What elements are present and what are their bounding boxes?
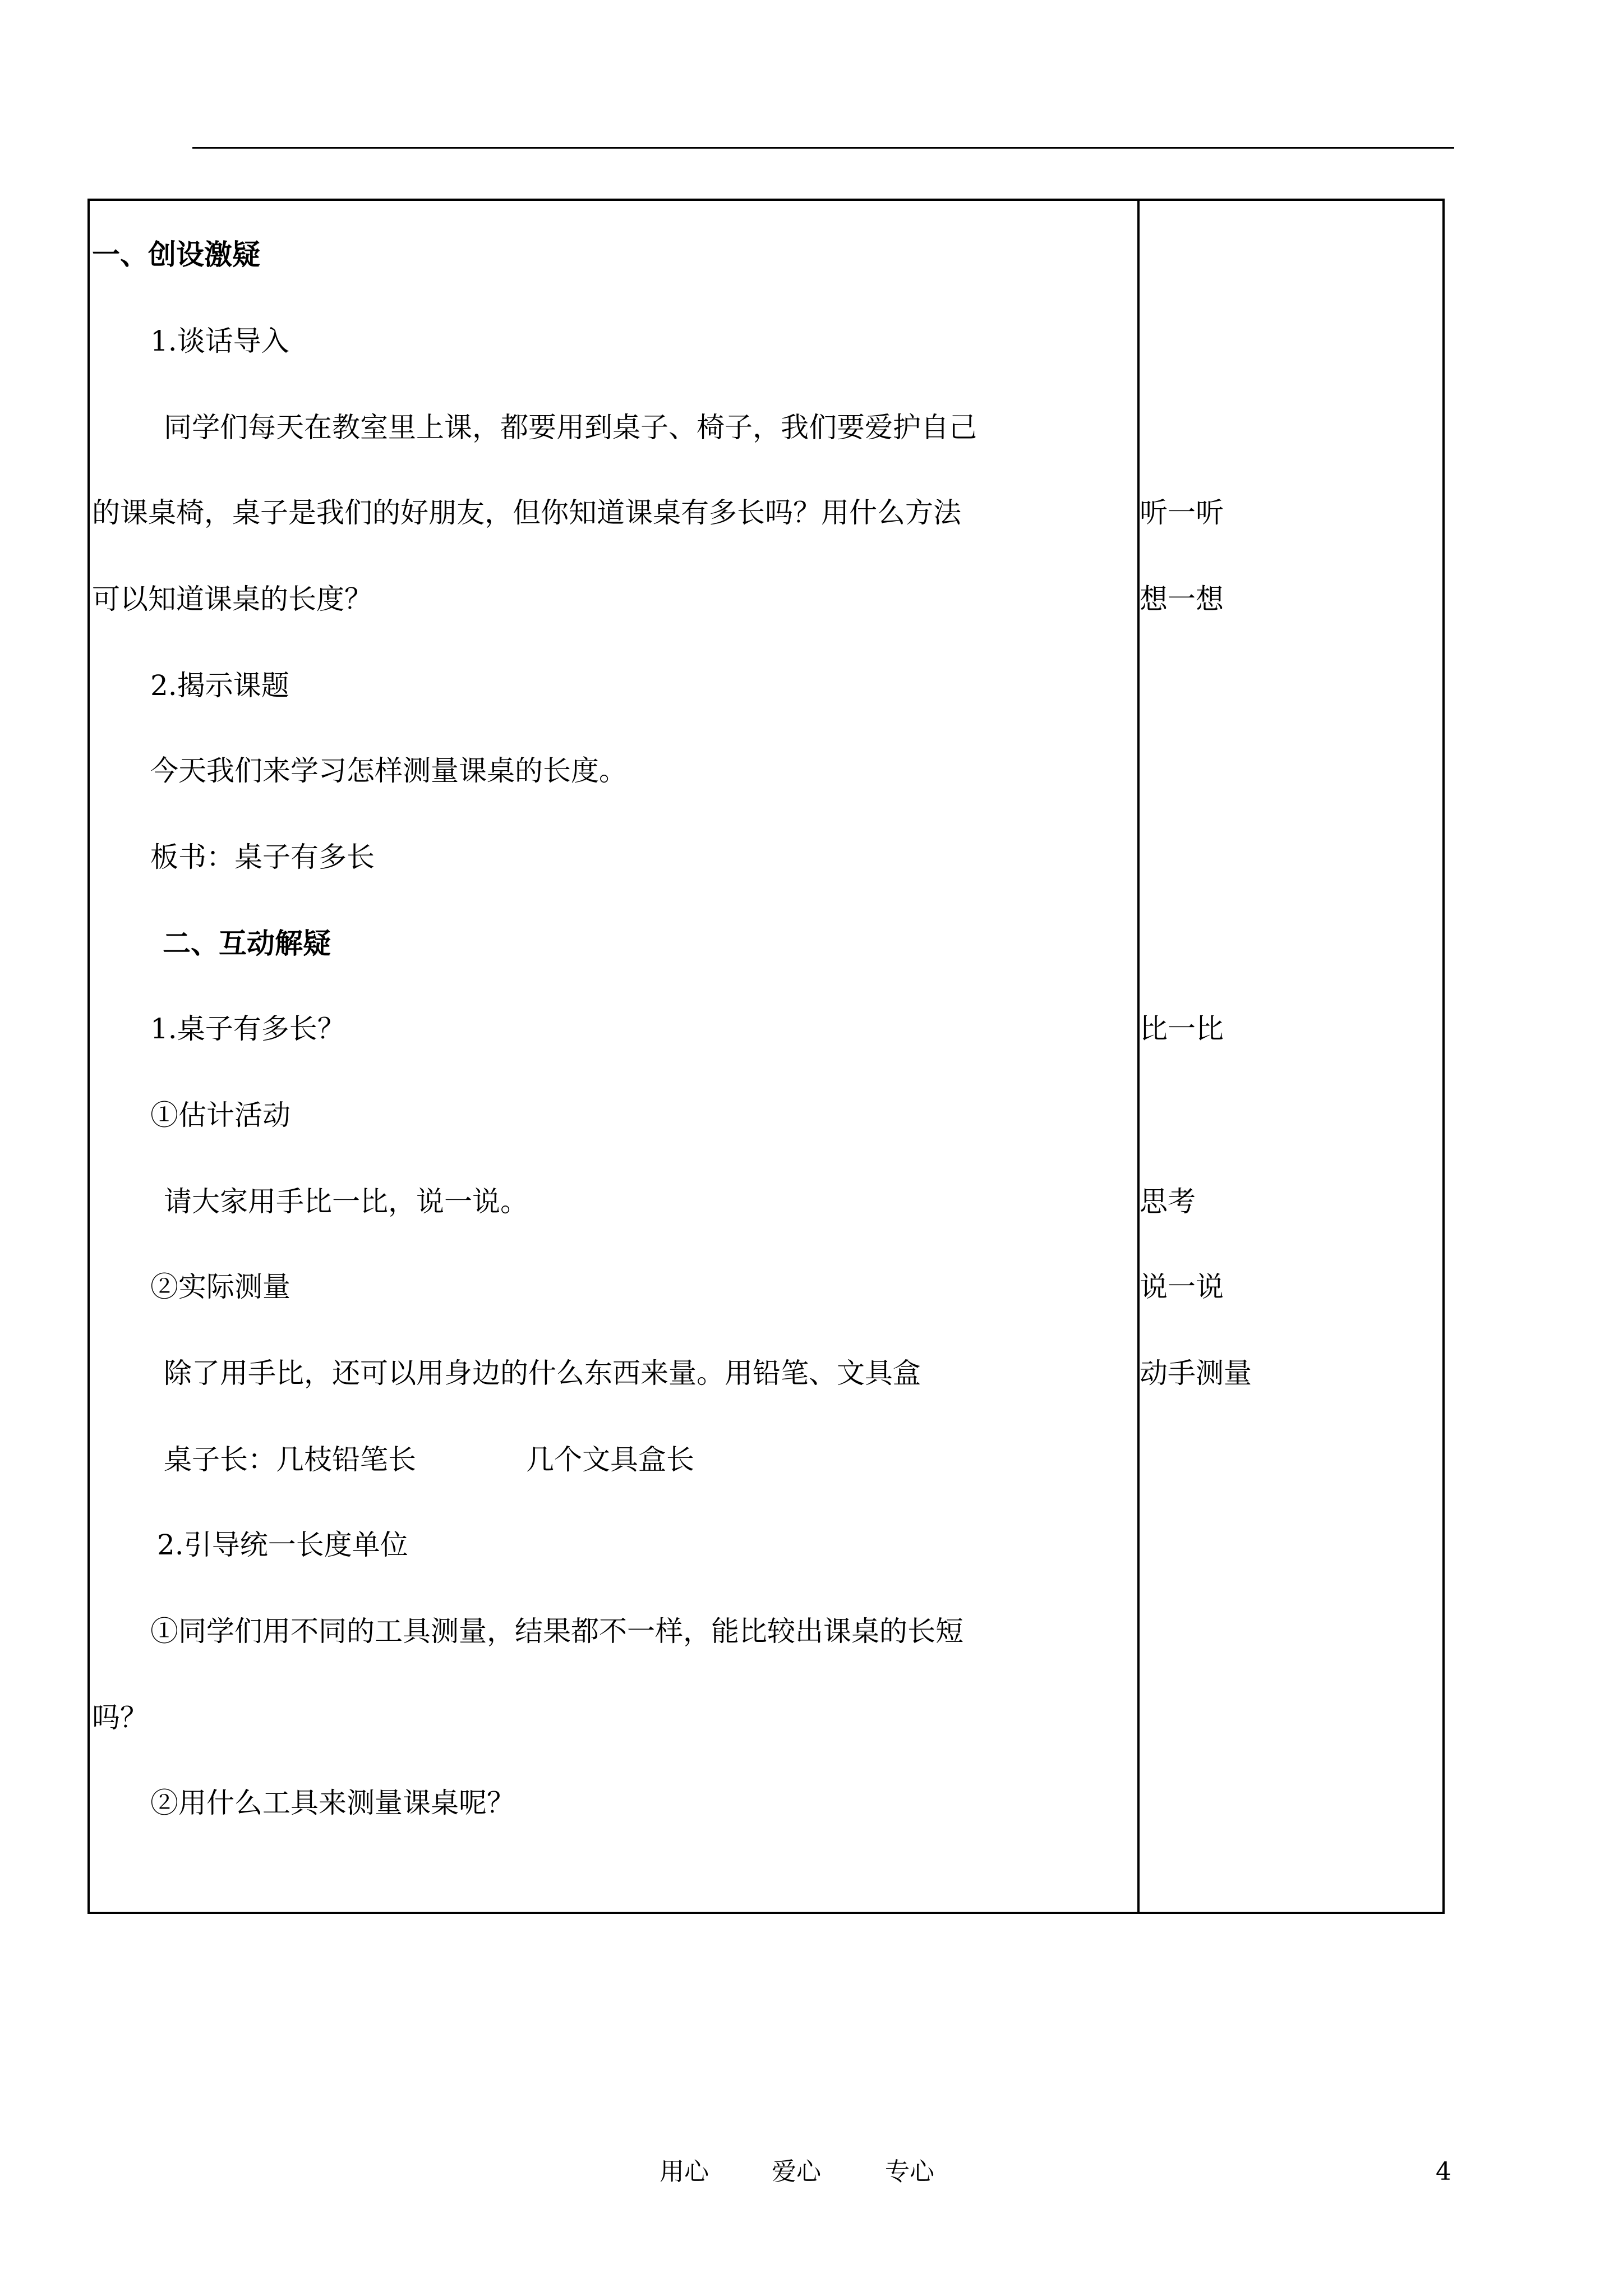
paragraph-line: ②实际测量 [150, 1271, 291, 1303]
column-divider [1137, 201, 1140, 1912]
step-heading: 1.谈话导入 [150, 325, 289, 357]
activity-label: 听一听 [1140, 496, 1224, 529]
activity-label: 思考 [1140, 1185, 1196, 1218]
paragraph-line: ①同学们用不同的工具测量，结果都不一样，能比较出课桌的长短 [150, 1615, 963, 1648]
footer-motto-3: 专心 [885, 2157, 934, 2186]
activity-label: 比一比 [1140, 1013, 1224, 1045]
section-heading-2: 二、互动解疑 [163, 927, 331, 960]
footer-motto-1: 用心 [660, 2157, 709, 2186]
activity-label: 动手测量 [1140, 1357, 1252, 1389]
lesson-table [87, 199, 1445, 1914]
section-heading-1: 一、创设激疑 [92, 238, 260, 271]
header-rule [192, 147, 1454, 149]
paragraph-line: 除了用手比，还可以用身边的什么东西来量。用铅笔、文具盒 [164, 1357, 921, 1389]
paragraph-line: ①估计活动 [150, 1099, 291, 1131]
step-heading: 2.揭示课题 [150, 669, 289, 702]
paragraph-line: 几个文具盒长 [526, 1443, 694, 1476]
paragraph-line: 可以知道课桌的长度？ [92, 583, 372, 615]
paragraph-line: 今天我们来学习怎样测量课桌的长度。 [150, 754, 627, 787]
step-heading: 2.引导统一长度单位 [157, 1529, 408, 1561]
footer-motto-2: 爱心 [772, 2157, 821, 2186]
paragraph-line: 的课桌椅，桌子是我们的好朋友，但你知道课桌有多长吗？用什么方法 [92, 496, 961, 529]
paragraph-line: 同学们每天在教室里上课，都要用到桌子、椅子，我们要爱护自己 [164, 411, 977, 444]
paragraph-line: 吗？ [92, 1701, 148, 1734]
paragraph-line: ②用什么工具来测量课桌呢？ [150, 1787, 515, 1819]
page-number: 4 [1436, 2157, 1451, 2186]
paragraph-line: 请大家用手比一比，说一说。 [164, 1185, 528, 1218]
paragraph-line: 桌子长：几枝铅笔长 [164, 1443, 416, 1476]
step-heading: 1.桌子有多长？ [150, 1013, 345, 1045]
activity-label: 想一想 [1140, 583, 1224, 615]
paragraph-line: 板书：桌子有多长 [150, 841, 375, 873]
activity-label: 说一说 [1140, 1271, 1224, 1303]
